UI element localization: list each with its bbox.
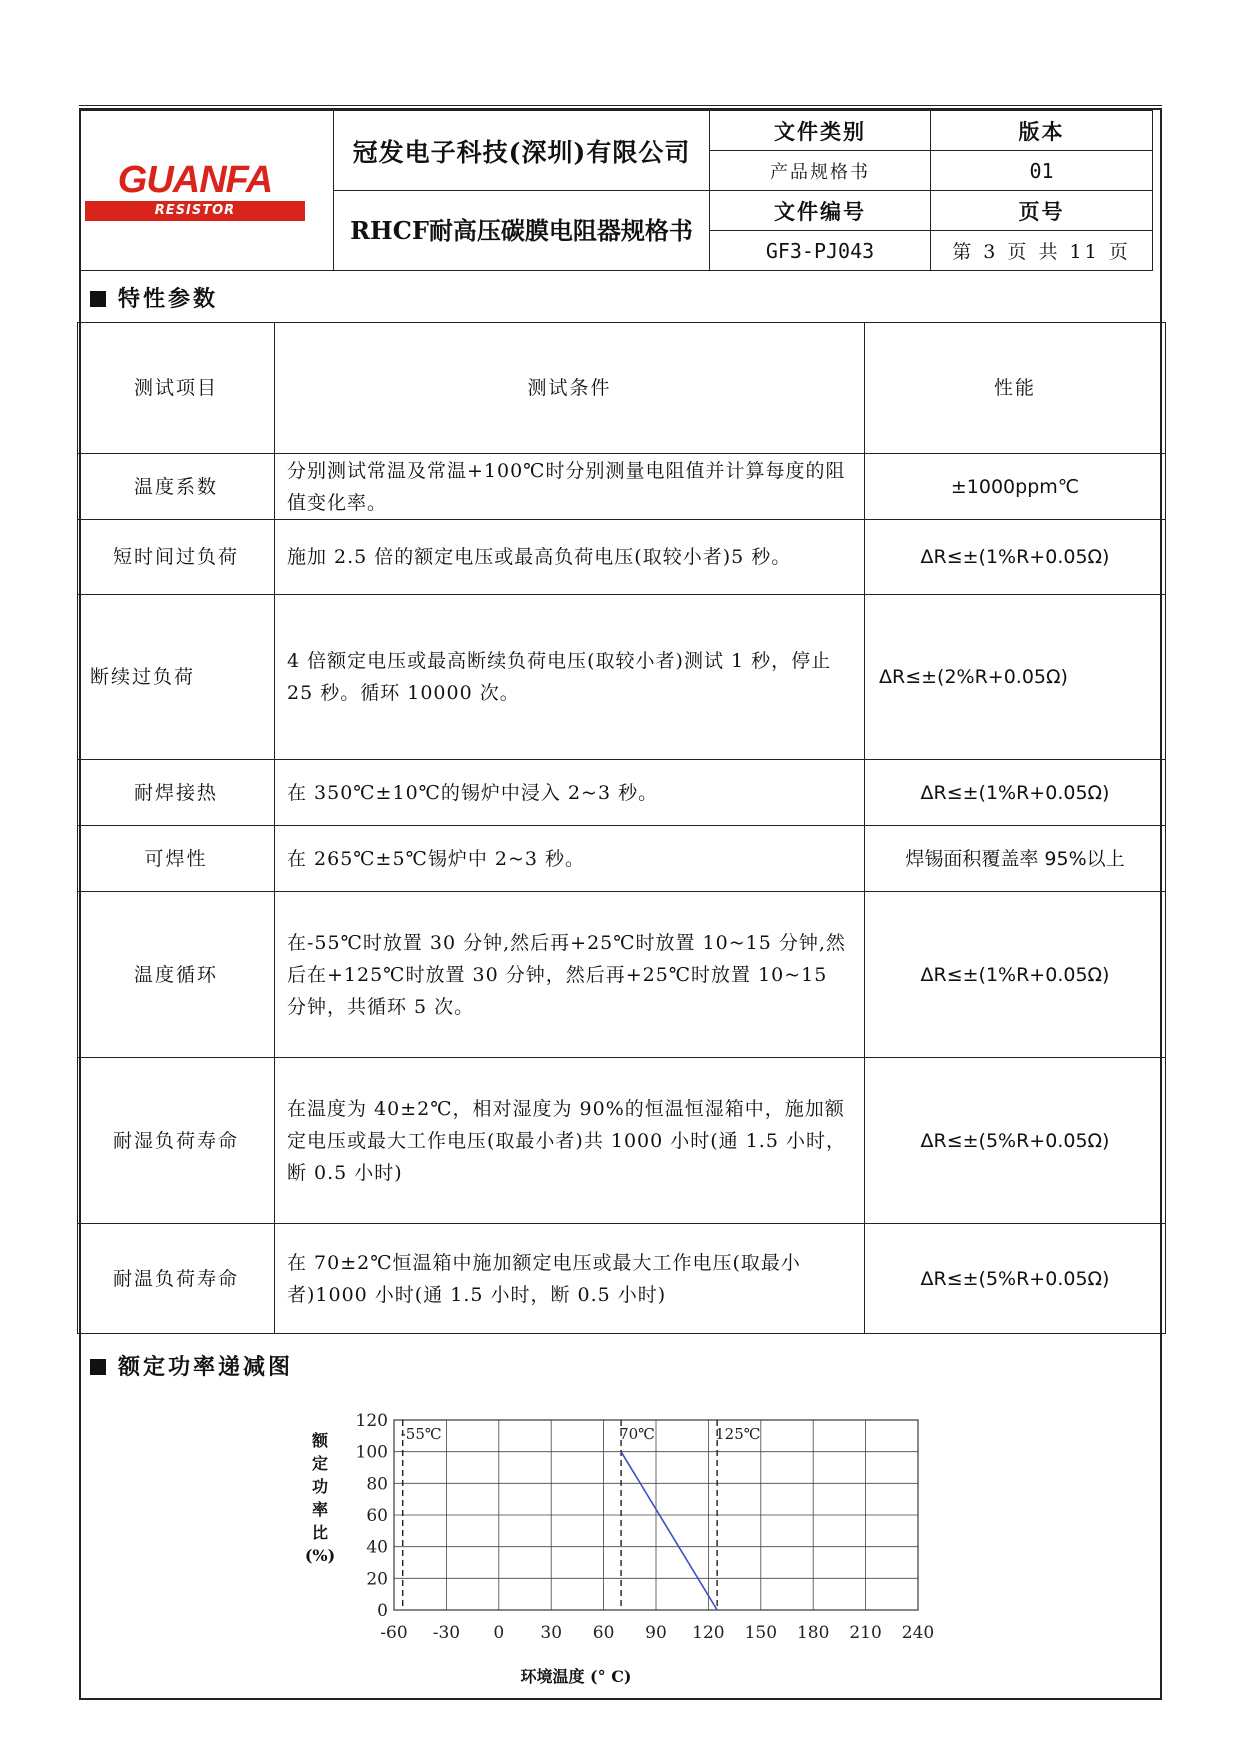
document-title: RHCF耐高压碳膜电阻器规格书 bbox=[334, 191, 710, 271]
performance: 焊锡面积覆盖率 95%以上 bbox=[865, 826, 1166, 892]
guanfa-logo bbox=[80, 158, 310, 221]
test-condition: 在温度为 40±2℃，相对湿度为 90%的恒温恒湿箱中，施加额定电压或最大工作电压(取最小者)共 1000 小时(通 1.5 小时，断 0.5 小时) bbox=[275, 1058, 865, 1224]
y-tick-label: 40 bbox=[366, 1537, 388, 1558]
test-condition: 在-55℃时放置 30 分钟,然后再+25℃时放置 10~15 分钟,然后在+125℃时放置 30 分钟，然后再+25℃时放置 10~15 分钟，共循环 5 次。 bbox=[275, 892, 865, 1058]
characteristics-table bbox=[77, 322, 1166, 1334]
x-tick-label: 120 bbox=[692, 1623, 725, 1643]
table-row bbox=[78, 760, 1166, 826]
y-axis-label-glyph: 率 bbox=[311, 1500, 329, 1519]
logo-sub: RESISTOR bbox=[85, 201, 305, 221]
page-number: 第 3 页 共 11 页 bbox=[931, 231, 1153, 271]
test-condition: 4 倍额定电压或最高断续负荷电压(取较小者)测试 1 秒，停止 25 秒。循环 10000 次。 bbox=[275, 595, 865, 760]
table-row bbox=[78, 1058, 1166, 1224]
test-item: 耐温负荷寿命 bbox=[78, 1224, 275, 1334]
test-item: 耐湿负荷寿命 bbox=[78, 1058, 275, 1224]
performance: ΔR≤±(1%R+0.05Ω) bbox=[865, 892, 1166, 1058]
table-row bbox=[78, 595, 1166, 760]
logo-cell bbox=[80, 111, 334, 271]
x-tick-label: -30 bbox=[432, 1623, 461, 1643]
file-type-value: 产品规格书 bbox=[710, 151, 931, 191]
power-derating-chart bbox=[300, 1390, 960, 1690]
y-tick-label: 100 bbox=[355, 1442, 388, 1463]
performance: ΔR≤±(1%R+0.05Ω) bbox=[865, 520, 1166, 595]
x-tick-label: 210 bbox=[849, 1623, 882, 1643]
test-condition: 施加 2.5 倍的额定电压或最高负荷电压(取较小者)5 秒。 bbox=[275, 520, 865, 595]
square-bullet-icon bbox=[90, 1359, 106, 1375]
document-header bbox=[79, 110, 1153, 271]
header-test-condition: 测试条件 bbox=[275, 323, 865, 454]
x-tick-label: -60 bbox=[380, 1623, 408, 1643]
test-condition: 在 350℃±10℃的锡炉中浸入 2~3 秒。 bbox=[275, 760, 865, 826]
table-row bbox=[78, 892, 1166, 1058]
y-axis-label-glyph: 比 bbox=[311, 1523, 329, 1542]
section-characteristics-heading bbox=[90, 282, 218, 313]
y-tick-label: 20 bbox=[366, 1569, 388, 1590]
y-axis-label-glyph: 功 bbox=[311, 1477, 329, 1496]
y-tick-label: 0 bbox=[377, 1601, 388, 1621]
performance: ΔR≤±(1%R+0.05Ω) bbox=[865, 760, 1166, 826]
file-number-value: GF3-PJ043 bbox=[710, 231, 931, 271]
series-line bbox=[621, 1452, 717, 1610]
section-derating-heading bbox=[90, 1350, 293, 1381]
header-test-item: 测试项目 bbox=[78, 323, 275, 454]
header-performance: 性能 bbox=[865, 323, 1166, 454]
performance: ΔR≤±(5%R+0.05Ω) bbox=[865, 1058, 1166, 1224]
test-condition: 在 70±2℃恒温箱中施加额定电压或最大工作电压(取最小者)1000 小时(通 1.5 小时，断 0.5 小时) bbox=[275, 1224, 865, 1334]
x-tick-label: 90 bbox=[645, 1623, 667, 1643]
marker-label: 125℃ bbox=[715, 1425, 761, 1443]
square-bullet-icon bbox=[90, 291, 106, 307]
x-tick-label: 150 bbox=[744, 1623, 778, 1643]
y-axis-label-glyph: 额 bbox=[311, 1431, 329, 1450]
x-axis-label: 环境温度 (° C) bbox=[520, 1667, 632, 1686]
marker-label: 70℃ bbox=[619, 1425, 655, 1443]
x-tick-label: 240 bbox=[901, 1623, 935, 1643]
logo-text: GUANFA bbox=[117, 158, 273, 201]
x-tick-label: 60 bbox=[592, 1623, 615, 1643]
table-row bbox=[78, 454, 1166, 520]
version-label: 版本 bbox=[931, 111, 1153, 151]
file-number-label: 文件编号 bbox=[710, 191, 931, 231]
section-derating-title: 额定功率递减图 bbox=[118, 1354, 294, 1380]
table-row bbox=[78, 520, 1166, 595]
company-name: 冠发电子科技(深圳)有限公司 bbox=[334, 111, 710, 191]
file-type-label: 文件类别 bbox=[710, 111, 931, 151]
test-condition: 分别测试常温及常温+100℃时分别测量电阻值并计算每度的阻值变化率。 bbox=[275, 454, 865, 520]
y-axis-label-glyph: (%) bbox=[304, 1546, 336, 1565]
test-item: 可焊性 bbox=[78, 826, 275, 892]
x-tick-label: 0 bbox=[493, 1623, 505, 1643]
y-tick-label: 60 bbox=[366, 1506, 388, 1526]
test-item: 短时间过负荷 bbox=[78, 520, 275, 595]
test-item: 温度循环 bbox=[78, 892, 275, 1058]
y-axis-label-glyph: 定 bbox=[311, 1454, 329, 1473]
page-label: 页号 bbox=[931, 191, 1153, 231]
frame-top-line bbox=[79, 105, 1162, 106]
y-tick-label: 120 bbox=[355, 1411, 388, 1431]
test-item: 耐焊接热 bbox=[78, 760, 275, 826]
performance: ΔR≤±(2%R+0.05Ω) bbox=[865, 595, 1166, 760]
version-value: 01 bbox=[931, 151, 1153, 191]
x-tick-label: 180 bbox=[796, 1623, 830, 1643]
x-tick-label: 30 bbox=[540, 1623, 563, 1643]
table-header-row bbox=[78, 323, 1166, 454]
section-characteristics-title: 特性参数 bbox=[118, 286, 219, 312]
test-condition: 在 265℃±5℃锡炉中 2~3 秒。 bbox=[275, 826, 865, 892]
table-row bbox=[78, 1224, 1166, 1334]
performance: ±1000ppm℃ bbox=[865, 454, 1166, 520]
performance: ΔR≤±(5%R+0.05Ω) bbox=[865, 1224, 1166, 1334]
test-item: 温度系数 bbox=[78, 454, 275, 520]
y-tick-label: 80 bbox=[366, 1474, 388, 1495]
test-item: 断续过负荷 bbox=[78, 595, 275, 760]
table-row bbox=[78, 826, 1166, 892]
marker-label: -55℃ bbox=[400, 1425, 442, 1443]
